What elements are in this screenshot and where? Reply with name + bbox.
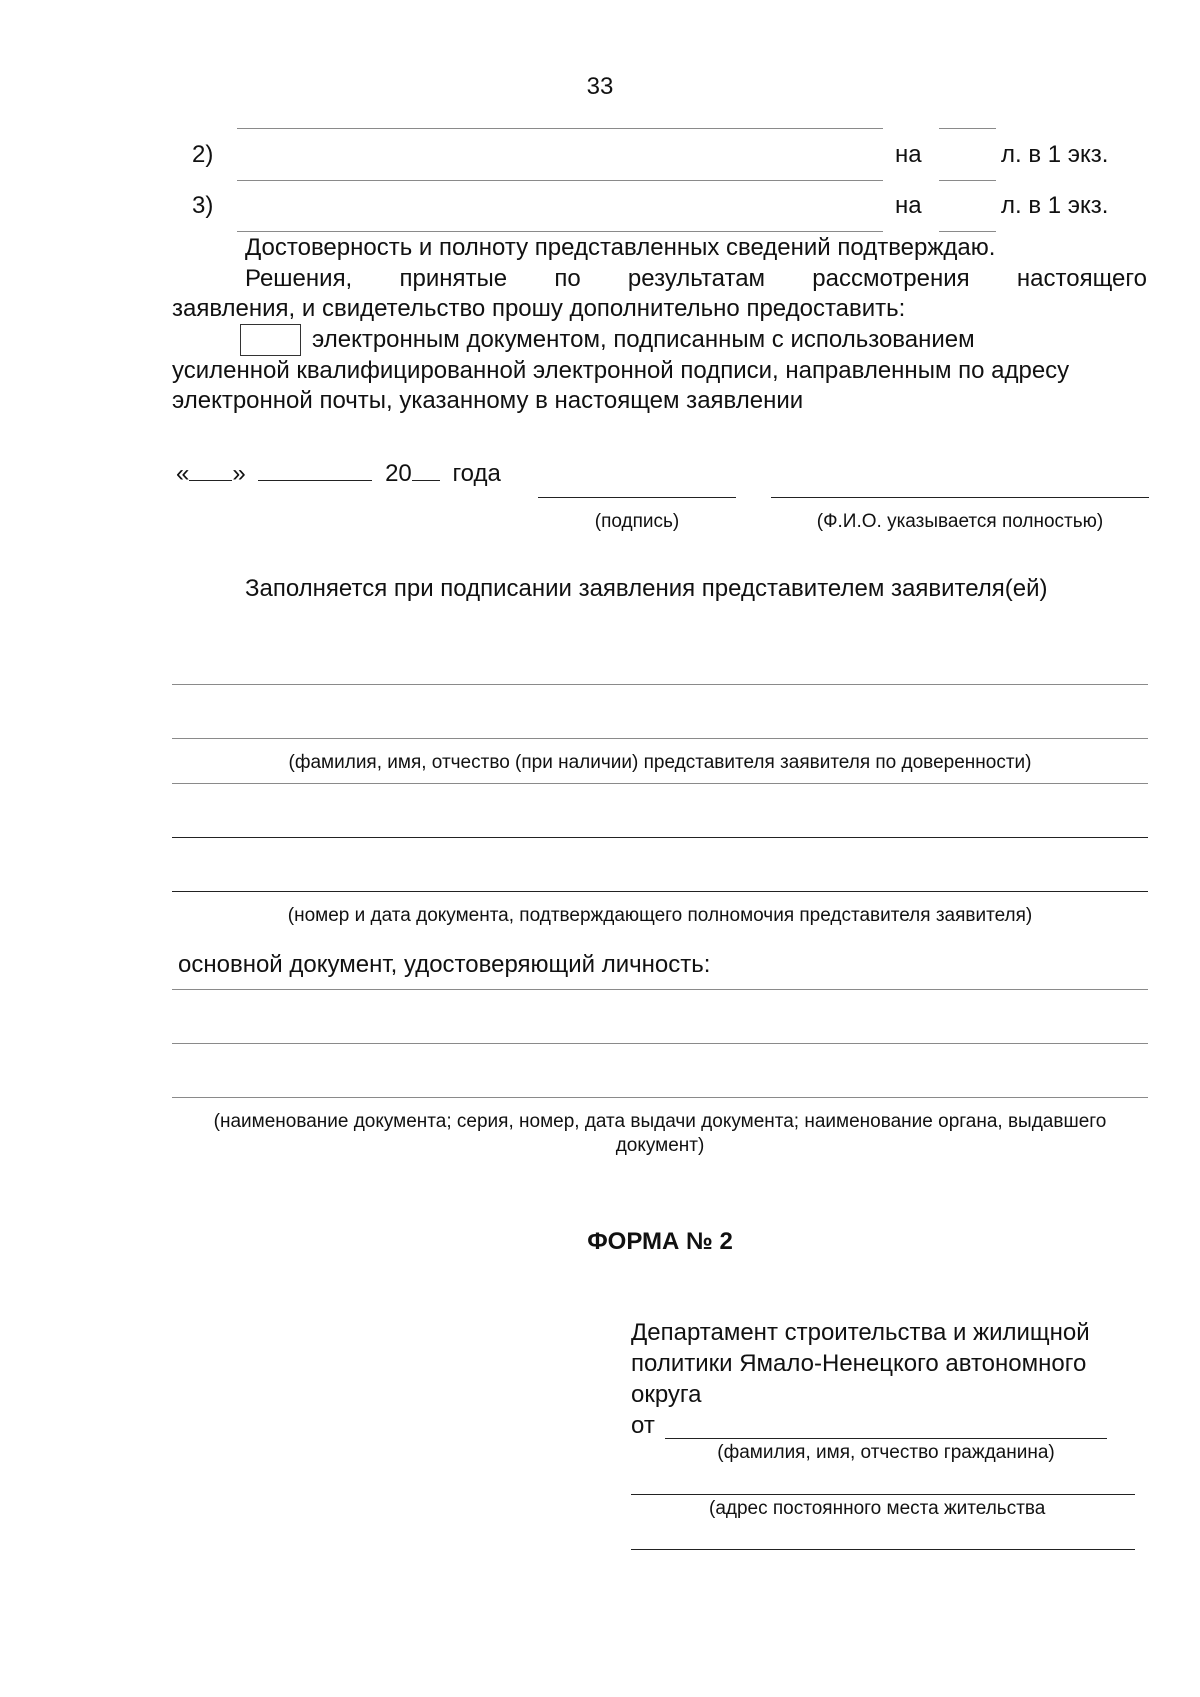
sheet-count-line-2[interactable]	[939, 180, 996, 181]
representative-line-3[interactable]	[172, 783, 1148, 784]
quote-open: «	[176, 460, 190, 487]
full-name-line[interactable]	[771, 497, 1149, 498]
attachment-line-1-top	[237, 128, 883, 129]
attachment-item-number: 2)	[192, 141, 214, 168]
month-blank[interactable]	[258, 480, 372, 481]
electronic-option-line-1: электронным документом, подписанным с использованием	[312, 326, 975, 353]
representative-line-1[interactable]	[172, 684, 1148, 685]
authority-line-2[interactable]	[172, 891, 1148, 892]
sheet-count-line-3[interactable]	[939, 231, 996, 232]
sheet-count-line-top	[939, 128, 996, 129]
date-field	[176, 459, 501, 489]
decisions-word: результатам	[627, 265, 766, 292]
day-blank[interactable]	[189, 480, 232, 481]
id-document-label: основной документ, удостоверяющий личность:	[178, 951, 711, 978]
attachment-on-label: на	[895, 192, 922, 219]
attachment-line-3[interactable]	[237, 231, 883, 232]
addressee-line-2: политики Ямало-Ненецкого автономного	[631, 1350, 1087, 1377]
decisions-line-1	[245, 264, 1147, 294]
year-blank[interactable]	[412, 480, 440, 481]
representative-heading: Заполняется при подписании заявления представителем заявителя(ей)	[245, 575, 1048, 602]
attachment-item-number: 3)	[192, 192, 214, 219]
form-2-title: ФОРМА № 2	[587, 1228, 733, 1255]
attachment-sheets-suffix: л. в 1 экз.	[1001, 192, 1109, 219]
address-line-1[interactable]	[631, 1494, 1135, 1495]
decisions-word: настоящего	[1016, 265, 1147, 292]
decisions-word: принятые	[399, 265, 508, 292]
applicant-name-line[interactable]	[665, 1438, 1107, 1439]
address-line-2[interactable]	[631, 1549, 1135, 1550]
electronic-option-line-2: усиленной квалифицированной электронной подписи, направленным по адресу	[172, 357, 1070, 384]
authority-line-1[interactable]	[172, 837, 1148, 838]
decisions-word: рассмотрения	[812, 265, 970, 292]
representative-name-caption: (фамилия, имя, отчество (при наличии) представителя заявителя по доверенности)	[288, 752, 1032, 773]
attachment-sheets-suffix: л. в 1 экз.	[1001, 141, 1109, 168]
id-document-caption: (наименование документа; серия, номер, дата выдачи документа; наименование органа, выдавшего документ)	[213, 1111, 1107, 1156]
confirmation-text: Достоверность и полноту представленных сведений подтверждаю.	[245, 234, 996, 261]
addressee-line-1: Департамент строительства и жилищной	[631, 1319, 1090, 1346]
decisions-word: Решения,	[245, 265, 353, 292]
addressee-line-3: округа	[631, 1381, 702, 1408]
attachment-line-2[interactable]	[237, 180, 883, 181]
signature-line[interactable]	[538, 497, 736, 498]
year-prefix: 20	[385, 460, 412, 487]
representative-line-2[interactable]	[172, 738, 1148, 739]
decisions-line-2: заявления, и свидетельство прошу дополнительно предоставить:	[172, 295, 906, 322]
electronic-option-line-3: электронной почты, указанному в настоящем заявлении	[172, 387, 804, 414]
applicant-name-caption: (фамилия, имя, отчество гражданина)	[717, 1442, 1055, 1463]
id-document-line-3[interactable]	[172, 1097, 1148, 1098]
authority-caption: (номер и дата документа, подтверждающего полномочия представителя заявителя)	[287, 905, 1033, 926]
from-label: от	[631, 1412, 655, 1439]
id-document-line-1[interactable]	[172, 989, 1148, 990]
address-caption: (адрес постоянного места жительства	[709, 1498, 1046, 1519]
quote-close: »	[232, 460, 246, 487]
attachment-on-label: на	[895, 141, 922, 168]
full-name-caption: (Ф.И.О. указывается полностью)	[816, 511, 1104, 532]
id-document-line-2[interactable]	[172, 1043, 1148, 1044]
page-number: 33	[586, 73, 614, 100]
electronic-delivery-checkbox[interactable]	[240, 324, 301, 356]
decisions-word: по	[554, 265, 581, 292]
signature-caption: (подпись)	[594, 511, 680, 532]
year-label: года	[452, 460, 501, 487]
